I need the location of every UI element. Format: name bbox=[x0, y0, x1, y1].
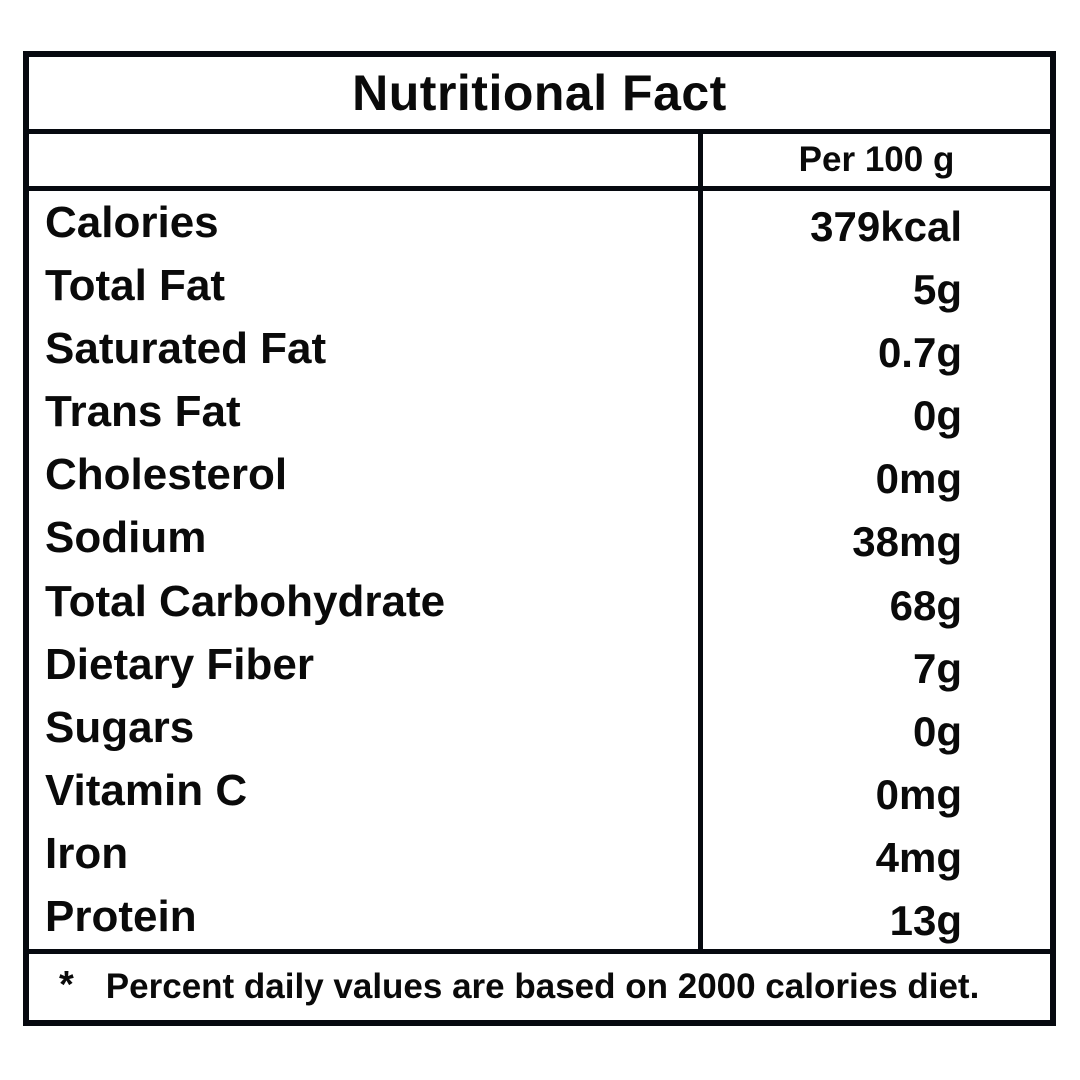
nutrient-label: Sodium bbox=[45, 513, 207, 563]
footnote-row bbox=[29, 949, 1050, 1020]
nutrient-value: 13g bbox=[698, 886, 1050, 949]
nutrient-label: Total Carbohydrate bbox=[45, 576, 446, 626]
table-body bbox=[29, 191, 1050, 949]
nutrient-row bbox=[29, 507, 1050, 570]
nutrient-value: 379kcal bbox=[698, 191, 1050, 254]
nutrient-row bbox=[29, 823, 1050, 886]
nutrient-value: 68g bbox=[698, 570, 1050, 633]
nutrient-label: Protein bbox=[45, 892, 197, 942]
nutrient-value: 0mg bbox=[698, 444, 1050, 507]
footnote-text: Percent daily values are based on 2000 calories diet. bbox=[105, 967, 980, 1006]
nutrient-label: Saturated Fat bbox=[45, 323, 327, 373]
nutrition-facts-table bbox=[23, 51, 1056, 1026]
nutrient-label: Calories bbox=[45, 197, 219, 247]
nutrient-label: Trans Fat bbox=[45, 387, 241, 437]
nutrient-row bbox=[29, 191, 1050, 254]
nutrient-label: Cholesterol bbox=[45, 450, 288, 500]
nutrient-label: Vitamin C bbox=[45, 766, 248, 816]
per-100g-column-header: Per 100 g bbox=[698, 134, 1050, 186]
nutrient-value: 0.7g bbox=[698, 317, 1050, 380]
nutrient-value: 0mg bbox=[698, 760, 1050, 823]
nutrient-value: 4mg bbox=[698, 823, 1050, 886]
nutrient-row bbox=[29, 381, 1050, 444]
nutrient-row bbox=[29, 696, 1050, 759]
header-empty-cell bbox=[29, 134, 698, 186]
nutrient-row bbox=[29, 254, 1050, 317]
table-header-row bbox=[29, 134, 1050, 191]
nutrient-label: Sugars bbox=[45, 702, 195, 752]
nutrient-row bbox=[29, 317, 1050, 380]
nutrient-row bbox=[29, 570, 1050, 633]
nutrient-label: Iron bbox=[45, 829, 129, 879]
nutrient-value: 38mg bbox=[698, 507, 1050, 570]
table-title: Nutritional Fact bbox=[29, 57, 1050, 134]
nutrient-label: Dietary Fiber bbox=[45, 639, 314, 689]
nutrient-row bbox=[29, 760, 1050, 823]
nutrient-row bbox=[29, 633, 1050, 696]
footnote-asterisk: * bbox=[59, 963, 74, 1006]
nutrient-value: 0g bbox=[698, 696, 1050, 759]
nutrient-value: 5g bbox=[698, 254, 1050, 317]
nutrient-row bbox=[29, 444, 1050, 507]
nutrient-value: 7g bbox=[698, 633, 1050, 696]
nutrient-value: 0g bbox=[698, 381, 1050, 444]
nutrient-row bbox=[29, 886, 1050, 949]
nutrient-label: Total Fat bbox=[45, 260, 226, 310]
